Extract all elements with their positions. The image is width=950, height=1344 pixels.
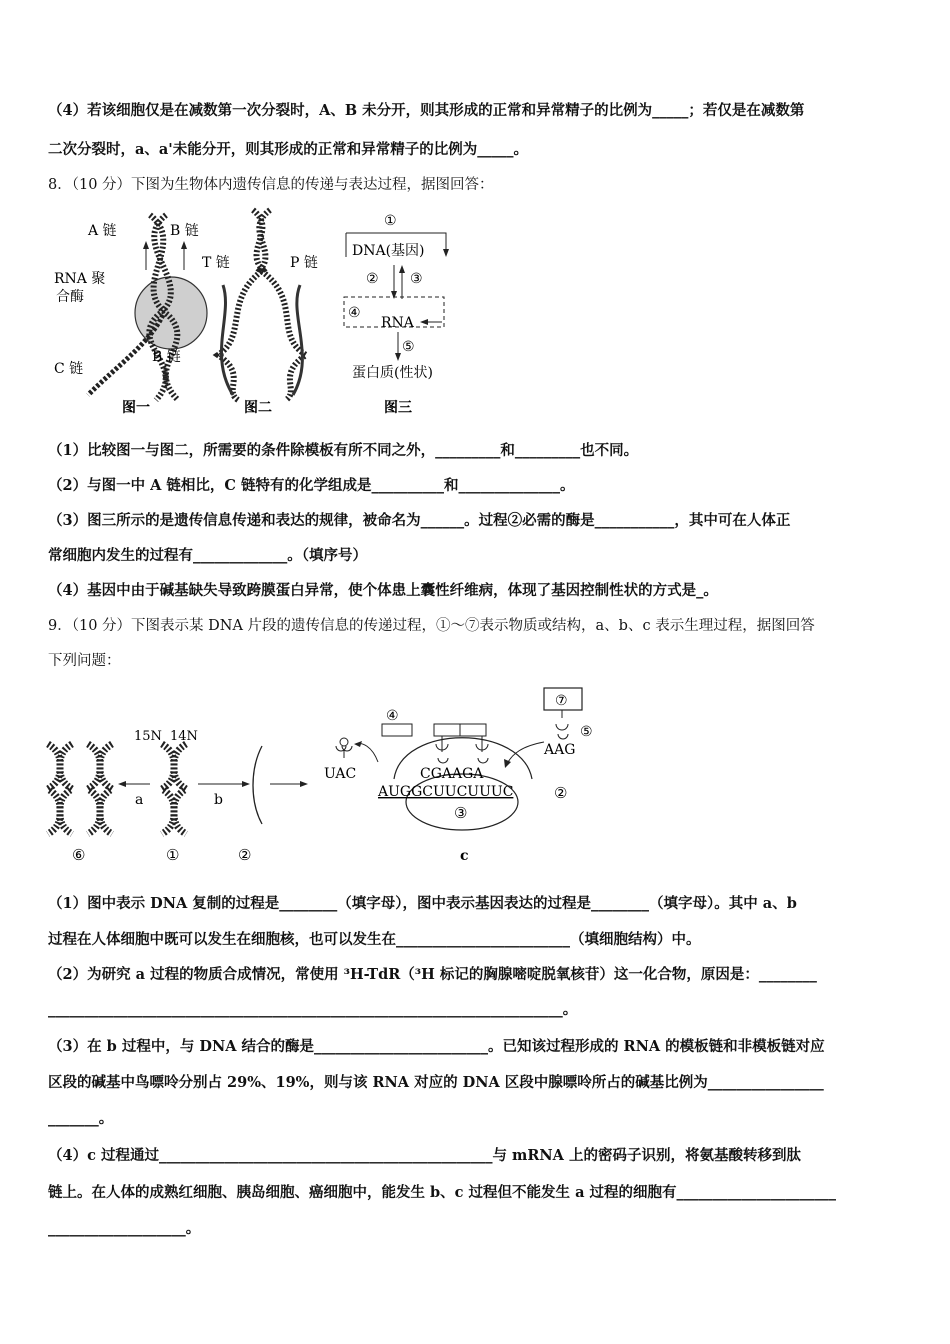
- q9-part3-line1: （3）在 b 过程中，与 DNA 结合的酶是________________________。已知该过程形成的 RNA 的模板链和非模板链对应: [48, 1038, 825, 1055]
- q9-part4-line3: ___________________。: [48, 1220, 201, 1237]
- fig2-right-strand: [259, 210, 306, 400]
- label-uac: UAC: [324, 766, 357, 782]
- q9-part4-line1: （4）c 过程通过______________________________________________与 mRNA 上的密码子识别，将氨基酸转移到肽: [48, 1147, 801, 1164]
- label-15n: 15N: [134, 729, 162, 744]
- label-process-5: ⑤: [402, 339, 415, 355]
- fig1-transcription-diagram: [54, 215, 207, 416]
- rna-polymerase-bubble: [135, 277, 207, 349]
- label-process-2: ②: [366, 271, 379, 287]
- label-process-b: b: [214, 792, 223, 808]
- q8-part2: （2）与图一中 A 链相比，C 链特有的化学组成是__________和______________。: [48, 477, 575, 494]
- fig3-central-dogma-diagram: [344, 213, 449, 416]
- fig3-caption: 图三: [384, 400, 412, 416]
- label-rna-polymerase-1: RNA 聚: [54, 271, 106, 287]
- q9-part2-line1: （2）为研究 a 过程的物质合成情况，常使用 ³H-TdR（³H 标记的胸腺嘧啶脱氧核苷）这一化合物，原因是：________: [48, 966, 817, 983]
- q9-header-line2: 下列问题：: [48, 653, 121, 669]
- dna-helix-group: [48, 729, 308, 864]
- q8-figure: [48, 205, 468, 420]
- label-14n: 14N: [170, 729, 198, 744]
- trna-leaving: [324, 738, 378, 782]
- q9-part1-line1: （1）图中表示 DNA 复制的过程是________（填字母），图中表示基因表达的过程是________（填字母）。其中 a、b: [48, 895, 797, 912]
- label-process-c: c: [460, 848, 469, 864]
- q9-part4-line2: 链上。在人体的成熟红细胞、胰岛细胞、癌细胞中，能发生 b、c 过程但不能发生 a 过程的细胞有______________________: [48, 1184, 837, 1201]
- q8-part1: （1）比较图一与图二，所需要的条件除模板有所不同之外，_________和_________也不同。: [48, 442, 639, 459]
- label-b-chain-top: B 链: [170, 223, 199, 239]
- q7-part4-line2: 二次分裂时，a、a'未能分开，则其形成的正常和异常精子的比例为_____。: [48, 141, 528, 158]
- q9-part3-line2: 区段的碱基中鸟嘌呤分别占 29%、19%，则与该 RNA 对应的 DNA 区段中腺嘌呤所占的碱基比例为________________: [48, 1074, 824, 1091]
- q9-part2-line2: _______________________________________________________________________。: [48, 1001, 578, 1018]
- label-mrna-sequence: AUGGCUUCUUUC: [378, 784, 514, 800]
- q8-part4: （4）基因中由于碱基缺失导致跨膜蛋白异常，使个体患上囊性纤维病，体现了基因控制性状的方式是_。: [48, 582, 718, 599]
- label-dna-gene: DNA(基因): [352, 243, 425, 259]
- label-n7: ⑦: [555, 693, 568, 709]
- label-n4: ④: [386, 708, 399, 724]
- q9-header-line1: 9．（10 分）下图表示某 DNA 片段的遗传信息的传递过程，①～⑦表示物质或结构，a、b、c 表示生理过程，据图回答: [48, 618, 815, 634]
- label-process-a: a: [135, 792, 144, 808]
- label-rna-polymerase-2: 合酶: [56, 289, 84, 305]
- label-n2-left: ②: [238, 846, 252, 864]
- q9-figure: [42, 684, 622, 869]
- fig2-new-right: [293, 285, 302, 395]
- label-n2-right: ②: [554, 784, 568, 802]
- label-aag: AAG: [544, 742, 576, 758]
- label-c-chain: C 链: [54, 361, 84, 377]
- fig1-caption: 图一: [122, 400, 150, 416]
- label-process-1: ①: [384, 213, 397, 229]
- trna-in-ribosome-1: [434, 724, 488, 763]
- label-protein-trait: 蛋白质(性状): [352, 365, 433, 381]
- mrna-curve: [253, 746, 262, 824]
- label-n6: ⑥: [72, 846, 86, 864]
- polypeptide-block: [382, 724, 412, 736]
- q9-part3-line3: _______。: [48, 1110, 114, 1127]
- label-t-chain: T 链: [202, 255, 230, 271]
- q8-header: 8．（10 分）下图为生物体内遗传信息的传递与表达过程，据图回答：: [48, 177, 494, 193]
- label-b-chain-bottom: B 链: [152, 349, 181, 365]
- q7-part4-line1: （4）若该细胞仅是在减数第一次分裂时，A、B 未分开，则其形成的正常和异常精子的比例为_____；若仅是在减数第: [48, 102, 805, 119]
- trna-incoming: [504, 688, 593, 768]
- fig2-replication-diagram: [202, 210, 318, 416]
- q8-part3-line2: 常细胞内发生的过程有_____________。（填序号）: [48, 547, 367, 564]
- label-process-3: ③: [410, 271, 423, 287]
- label-anticodons: CGAAGA: [420, 766, 484, 782]
- label-n1: ①: [166, 846, 180, 864]
- translation-diagram: [324, 688, 593, 864]
- fig2-caption: 图二: [244, 400, 272, 416]
- q8-part3-line1: （3）图三所示的是遗传信息传递和表达的规律，被命名为______。过程②必需的酶是___________，其中可在人体正: [48, 512, 791, 529]
- label-rna: RNA: [381, 315, 414, 331]
- q9-part1-line2: 过程在人体细胞中既可以发生在细胞核，也可以发生在________________________（填细胞结构）中。: [48, 931, 701, 948]
- label-p-chain: P 链: [290, 255, 318, 271]
- label-process-4: ④: [348, 305, 361, 321]
- label-a-chain: A 链: [88, 223, 117, 239]
- label-n3: ③: [454, 804, 468, 822]
- label-n5: ⑤: [580, 724, 593, 740]
